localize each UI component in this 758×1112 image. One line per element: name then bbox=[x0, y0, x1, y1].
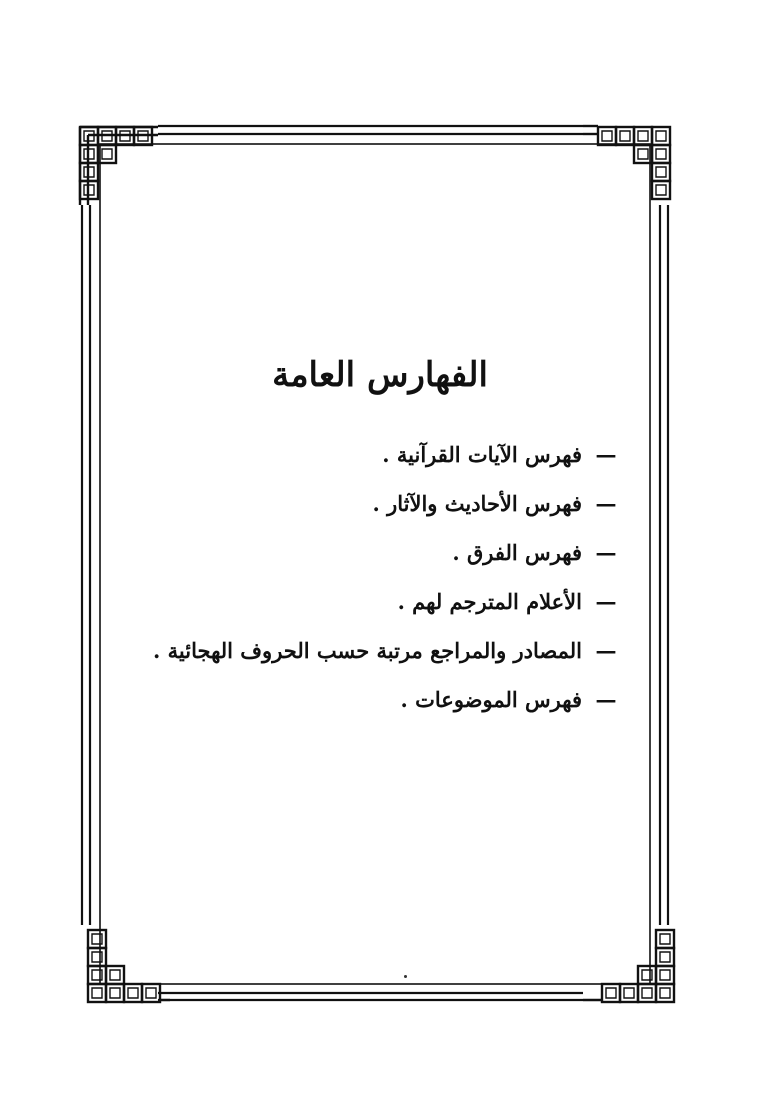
dash-bullet: — bbox=[595, 589, 617, 614]
corner-ornament-top-right bbox=[583, 126, 670, 199]
list-item-label: فهرس الموضوعات . bbox=[400, 687, 582, 712]
corner-ornament-top-left bbox=[80, 127, 158, 205]
dash-bullet: — bbox=[595, 442, 617, 467]
dash-bullet: — bbox=[595, 491, 617, 516]
list-item bbox=[140, 430, 620, 479]
list-item-label: فهرس الأحاديث والآثار . bbox=[372, 491, 582, 516]
index-list bbox=[140, 430, 620, 724]
list-item bbox=[140, 626, 620, 675]
page-title: الفهارس العامة bbox=[272, 354, 488, 395]
corner-ornament-bottom-right bbox=[583, 930, 674, 1002]
list-item-label: فهرس الفرق . bbox=[452, 540, 582, 565]
list-item bbox=[140, 577, 620, 626]
list-item bbox=[140, 675, 620, 724]
print-speck bbox=[404, 975, 407, 978]
list-item-label: الأعلام المترجم لهم . bbox=[397, 589, 582, 614]
list-item bbox=[140, 479, 620, 528]
dash-bullet: — bbox=[595, 687, 617, 712]
dash-bullet: — bbox=[595, 638, 617, 663]
list-item-label: فهرس الآيات القرآنية . bbox=[382, 442, 582, 467]
list-item-label: المصادر والمراجع مرتبة حسب الحروف الهجائية . bbox=[153, 638, 582, 663]
list-item bbox=[140, 528, 620, 577]
dash-bullet: — bbox=[595, 540, 617, 565]
